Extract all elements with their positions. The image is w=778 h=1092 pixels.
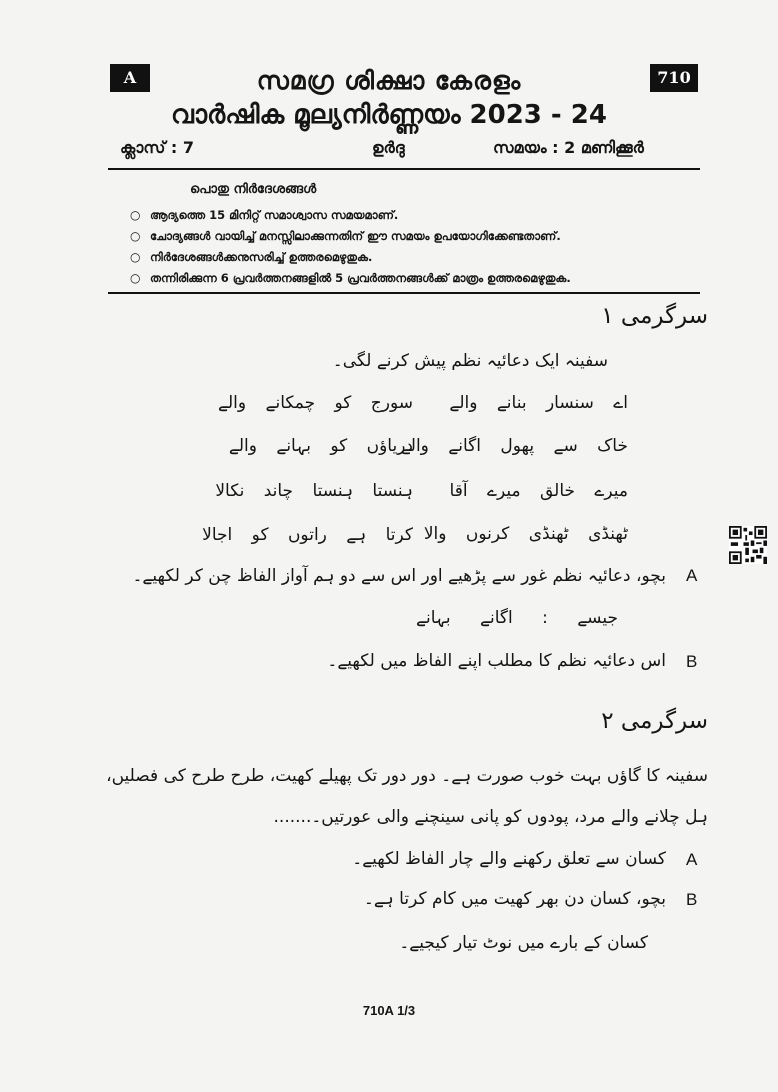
set-code: A [123, 68, 137, 87]
poem-line-right: اے سنسار بنانے والے [449, 393, 628, 413]
subject-label: ഉർദു [372, 138, 405, 157]
time-label: സമയം : 2 മണിക്കൂർ [493, 138, 644, 157]
paper-code: 710 [657, 68, 691, 87]
activity1-intro: سفینہ ایک دعائیہ نظم پیش کرنے لگی۔ [332, 351, 608, 371]
activity2-paragraph: ہل چلانے والے مرد، پودوں کو پانی سینچنے والی عورتیں۔....... [273, 807, 708, 827]
instructions-heading: പൊതു നിർദേശങ്ങൾ [190, 182, 317, 197]
instruction-text: നിർദേശങ്ങൾക്കനുസരിച്ച് ഉത്തരമെഴുതുക. [150, 250, 373, 264]
activity2-paragraph: سفینہ کا گاؤں بہت خوب صورت ہے۔ دور دور تک پھیلے کھیت، طرح طرح کی فصلیں، [106, 766, 708, 786]
poem-line-left: دریاؤں کو بہانے والے [228, 436, 413, 456]
activity1-example: جیسے : اگانے بہانے [416, 608, 618, 628]
question-a-label: A [686, 566, 698, 585]
bullet-icon: ○ [130, 229, 141, 243]
bullet-icon: ○ [130, 208, 141, 222]
instruction-text: തന്നിരിക്കുന്ന 6 പ്രവർത്തനങ്ങളിൽ 5 പ്രവർത്തനങ്ങൾക്ക് മാത്രം ഉത്തരമെഴുതുക. [150, 271, 571, 285]
question-a-label: A [686, 850, 698, 869]
activity1-question-a: بچو، دعائیہ نظم غور سے پڑھیے اور اس سے دو ہم آواز الفاظ چن کر لکھیے۔ [132, 566, 666, 586]
poem-line-right: ٹھنڈی ٹھنڈی کرنوں والا [423, 524, 628, 544]
instruction-text: ആദ്യത്തെ 15 മിനിറ്റ് സമാശ്വാസ സമയമാണ്. [150, 208, 399, 222]
poem-line-right: خاک سے پھول اگانے والے [400, 436, 628, 456]
poem-line-left: کرتا ہے راتوں کو اجالا [202, 525, 413, 545]
org-title: സമഗ്ര ശിക്ഷാ കേരളം [256, 66, 522, 95]
exam-title: വാർഷിക മൂല്യനിർണ്ണയം 2023 - 24 [171, 100, 607, 130]
question-b-label: B [686, 890, 698, 909]
instruction-item [130, 250, 372, 265]
activity2-question-b: بچو، کسان دن بھر کھیت میں کام کرتا ہے۔ [363, 889, 666, 909]
qr-code-icon [729, 526, 767, 564]
instruction-item [130, 208, 398, 223]
activity2-question-a: کسان سے تعلق رکھنے والے چار الفاظ لکھیے۔ [352, 849, 666, 869]
activity2-question-b-task: کسان کے بارے میں نوٹ تیار کیجیے۔ [399, 933, 648, 953]
poem-line-right: میرے خالق میرے آقا [449, 481, 628, 501]
class-label: ക്ലാസ് : 7 [120, 138, 194, 157]
instruction-item [130, 271, 571, 286]
poem-line-left: ہنستا ہنستا چاند نکالا [215, 481, 413, 501]
bullet-icon: ○ [130, 250, 141, 264]
activity2-title: سرگرمی ۲ [601, 708, 708, 734]
poem-line-left: سورج کو چمکانے والے [218, 393, 413, 413]
instruction-item [130, 229, 561, 244]
divider-bottom [108, 292, 700, 294]
bullet-icon: ○ [130, 271, 141, 285]
activity1-question-b: اس دعائیہ نظم کا مطلب اپنے الفاظ میں لکھیے۔ [327, 651, 666, 671]
page-footer-code: 710A 1/3 [362, 1003, 416, 1018]
divider-top [108, 168, 700, 170]
instruction-text: ചോദ്യങ്ങൾ വായിച്ച് മനസ്സിലാക്കുന്നതിന് ഈ സമയം ഉപയോഗിക്കേണ്ടതാണ്. [150, 229, 561, 243]
activity1-title: سرگرمی ۱ [601, 303, 708, 329]
question-b-label: B [686, 652, 698, 671]
